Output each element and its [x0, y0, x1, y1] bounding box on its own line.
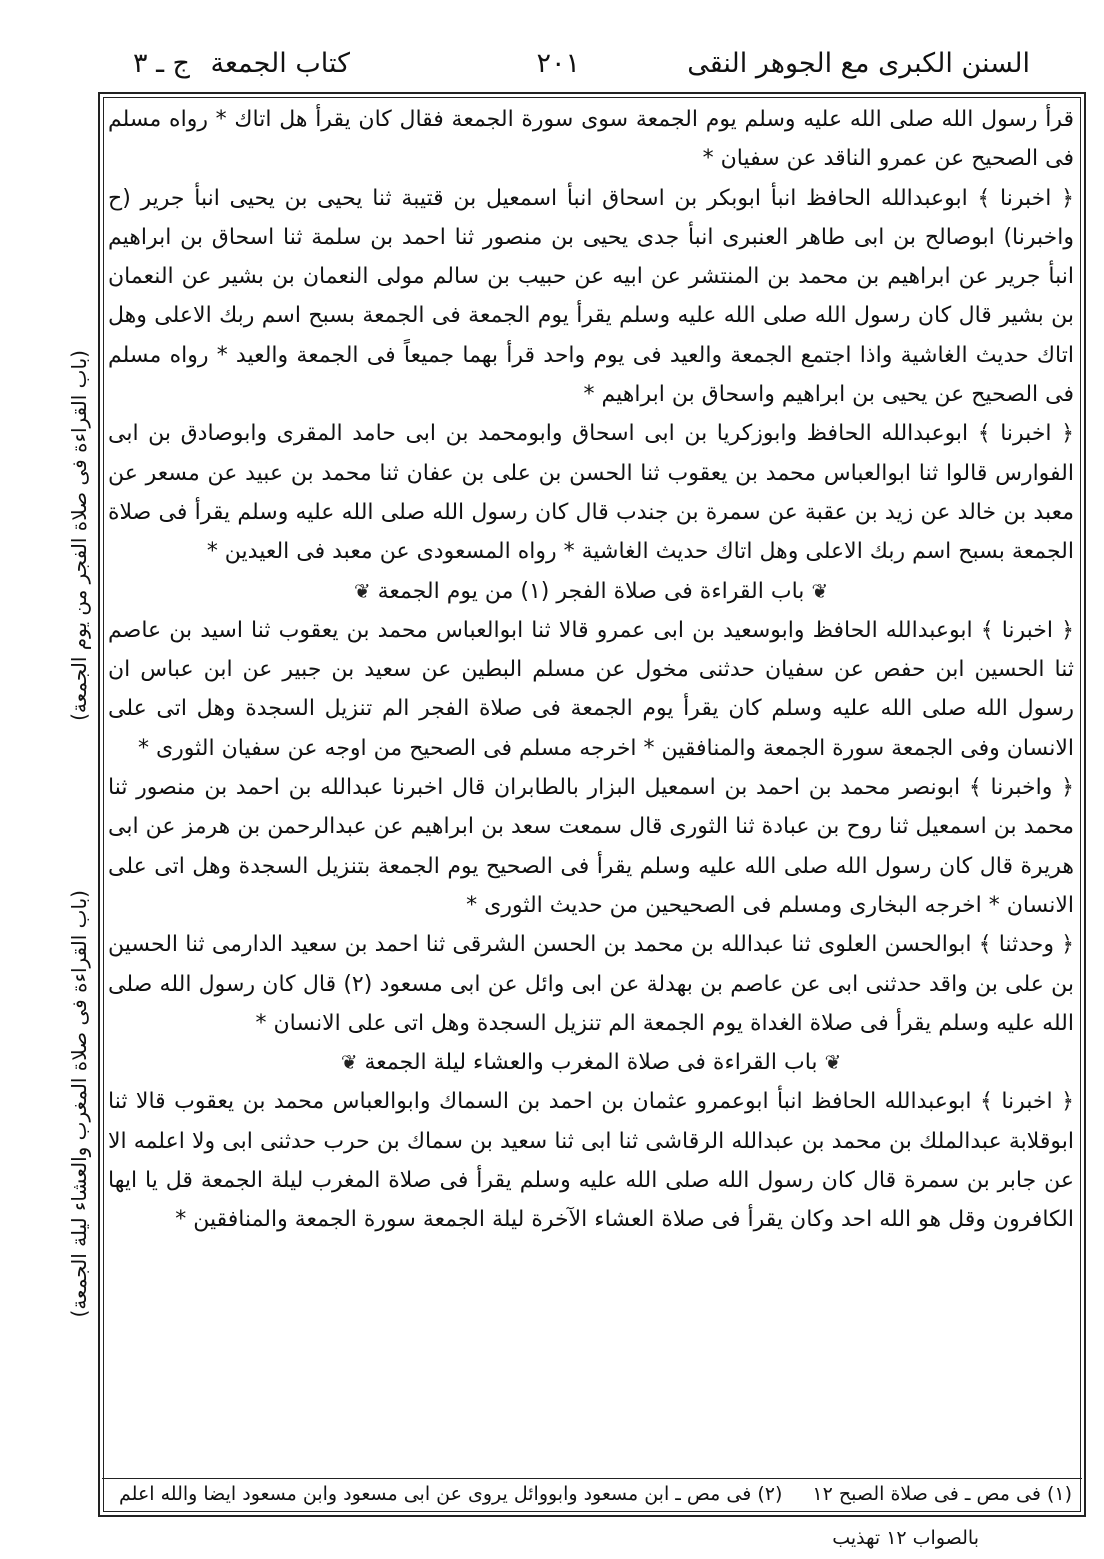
paragraph: ﴿ اخبرنا ﴾ ابوعبدالله الحافظ انبأ ابوبكر بن اسحاق انبأ اسمعيل بن قتيبة ثنا يحيى بن يحيى انبأ جرير (ح واخبرنا) ابوصالح بن ابى طاهر العنبرى انبأ جدى يحيى بن منصور ثنا احمد بن سلمة ثنا اسحاق بن ابراهيم انبأ جرير عن ابراهيم بن محمد بن المنتشر عن ابيه عن حبيب بن سالم مولى النعمان بن بشير عن النعمان بن بشير قال كان رسول الله صلى الله عليه وسلم يقرأ يوم الجمعة فى الجمعة بسبح اسم ربك الاعلى وهل اتاك حديث الغاشية واذا اجتمع الجمعة والعيد فى يوم واحد قرأ بهما جميعاً فى الجمعة والعيد * رواه مسلم فى الصحيح عن يحيى بن ابراهيم واسحاق بن ابراهيم * [108, 185, 1074, 408]
ornament-icon: ❦ [353, 578, 371, 603]
footnote-2: (٢) فى مص ـ ابن مسعود وابووائل يروى عن ابى مسعود وابن مسعود ايضا والله اعلم [119, 1483, 783, 1505]
paragraph: ﴿ واخبرنا ﴾ ابونصر محمد بن احمد بن اسمعيل البزار بالطابران قال اخبرنا عبدالله بن احمد بن منصور ثنا محمد بن اسمعيل ثنا روح بن عبادة ثنا الثورى قال سمعت سعد بن ابراهيم عن عبدالرحمن بن هرمز عن ابى هريرة قال كان رسول الله صلى الله عليه وسلم يقرأ فى الصحيح يوم الجمعة بتنزيل السجدة وهل اتى على الانسان * اخرجه البخارى ومسلم فى الصحيحين من حديث الثورى * [108, 775, 1074, 918]
chapter-title: باب القراءة فى صلاة الفجر (١) من يوم الجمعة [377, 578, 805, 604]
ornament-icon: ❦ [811, 578, 829, 603]
paragraph: ﴿ اخبرنا ﴾ ابوعبدالله الحافظ انبأ ابوعمرو عثمان بن احمد بن السماك وابوالعباس محمد بن يعقوب قالا ثنا ابوقلابة عبدالملك بن محمد بن عبدالله الرقاشى ثنا ابى ثنا سعيد بن سماك بن حرب حدثنى ابى ولا اعلمه الا عن جابر بن سمرة قال كان رسول الله صلى الله عليه وسلم يقرأ فى صلاة المغرب ليلة الجمعة قل يا ايها الكافرون وقل هو الله احد وكان يقرأ فى صلاة العشاء الآخرة ليلة الجمعة سورة الجمعة والمنافقين * [108, 1089, 1074, 1233]
main-text [108, 100, 1074, 1240]
page-number: ٢٠١ [536, 48, 580, 79]
running-title: السنن الكبرى مع الجوهر النقى [687, 48, 1030, 79]
chapter-heading [108, 1043, 1074, 1082]
ornament-icon: ❦ [824, 1050, 842, 1075]
footnote-row [112, 1481, 1072, 1508]
paragraph: ﴿ اخبرنا ﴾ ابوعبدالله الحافظ وابوسعيد بن ابى عمرو قالا ثنا ابوالعباس محمد بن يعقوب ثنا اسيد بن عاصم ثنا الحسين ابن حفص عن سفيان حدثنى مخول عن مسلم البطين عن سعيد بن جبير عن ابن عباس ان رسول الله صلى الله عليه وسلم كان يقرأ يوم الجمعة فى صلاة الفجر الم تنزيل السجدة وهل اتى على الانسان وفى الجمعة سورة الجمعة والمنافقين * اخرجه مسلم فى الصحيح من اوجه عن سفيان الثورى * [108, 617, 1074, 761]
paragraph: ﴿ اخبرنا ﴾ ابوعبدالله الحافظ وابوزكريا بن ابى اسحاق وابومحمد بن ابى حامد المقرى وابوصادق بن ابى الفوارس قالوا ثنا ابوالعباس محمد بن يعقوب ثنا الحسن بن على بن عفان ثنا محمد بن عبيد عن مسعر عن معبد بن خالد عن زيد بن عقبة عن سمرة بن جندب قال كان رسول الله صلى الله عليه وسلم يقرأ فى صلاة الجمعة بسبح اسم ربك الاعلى وهل اتاك حديث الغاشية * رواه المسعودى عن معبد فى العيدين * [108, 421, 1074, 565]
volume-label: ج ـ ٣ [132, 48, 190, 79]
paragraph: ﴿ وحدثنا ﴾ ابوالحسن العلوى ثنا عبدالله بن محمد بن الحسن الشرقى ثنا احمد بن سعيد الدارمى ثنا الحسين بن على بن واقد حدثنى ابى عن عاصم بن بهدلة عن ابى وائل عن ابى مسعود (٢) قال كان رسول الله صلى الله عليه وسلم يقرأ فى صلاة الغداة يوم الجمعة الم تنزيل السجدة وهل اتى على الانسان * [108, 932, 1074, 1036]
margin-note-2: (باب القراءة فى صلاة المغرب والعشاء ليلة الجمعة) [67, 890, 91, 1318]
ornament-icon: ❦ [340, 1050, 358, 1075]
page-header [80, 40, 1030, 88]
book-title: كتاب الجمعة [210, 48, 350, 79]
chapter-title: باب القراءة فى صلاة المغرب والعشاء ليلة الجمعة [364, 1050, 818, 1076]
footnote-1: (١) فى مص ـ فى صلاة الصبح ١٢ [812, 1483, 1072, 1505]
paragraph: قرأ رسول الله صلى الله عليه وسلم يوم الجمعة سوى سورة الجمعة فقال كان يقرأ هل اتاك * رواه مسلم فى الصحيح عن عمرو الناقد عن سفيان * [108, 107, 1074, 172]
footnote-divider [102, 1478, 1082, 1479]
footnotes [112, 1481, 1072, 1508]
margin-note-1: (باب القراءة فى صلاة الفجر من يوم الجمعة) [67, 350, 91, 721]
footnote-continuation: بالصواب ١٢ تهذيب [832, 1527, 979, 1549]
chapter-heading [108, 572, 1074, 611]
